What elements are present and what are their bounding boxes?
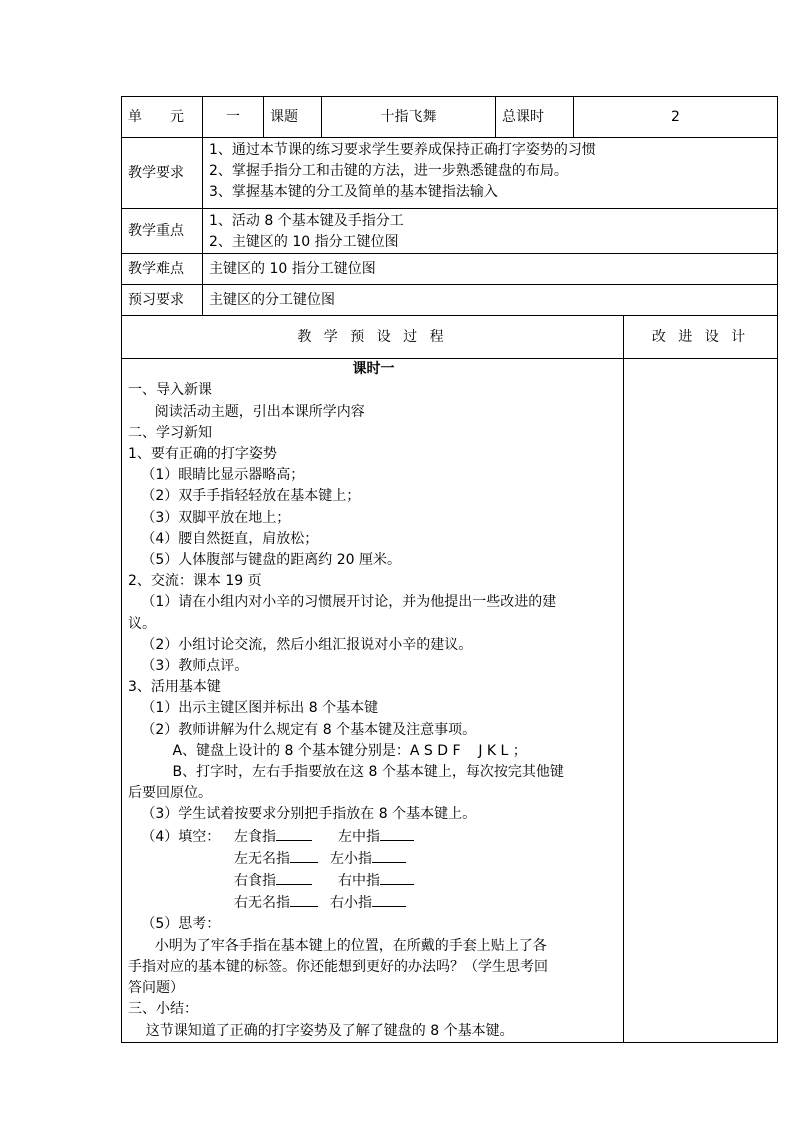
process-line: （1）出示主键区图并标出 8 个基本键 — [128, 700, 379, 717]
difficulty-row — [122, 254, 778, 285]
process-line: 答问题） — [128, 980, 184, 997]
finger-label: 左无名指 — [234, 850, 290, 867]
process-line: （1）请在小组内对小辛的习惯展开讨论，并为他提出一些改进的建 — [128, 594, 557, 611]
finger-label: 右中指 — [338, 873, 380, 890]
lesson-plan-document — [121, 96, 777, 1043]
requirements-content — [203, 138, 778, 209]
focus-line: 1、活动 8 个基本键及手指分工 — [209, 213, 404, 229]
process-line: 三、小结： — [128, 1001, 198, 1018]
process-line: （1）眼睛比显示器略高； — [128, 467, 305, 484]
process-line: （3）双脚平放在地上； — [128, 509, 291, 526]
answer-blank[interactable] — [290, 848, 318, 863]
finger-label: 右食指 — [234, 873, 276, 890]
answer-blank[interactable] — [290, 892, 318, 907]
process-line: 手指对应的基本键的标签。你还能想到更好的办法吗？（学生思考回 — [128, 958, 548, 975]
process-line: A、键盘上设计的 8 个基本键分别是：A S D F J K L ； — [128, 742, 527, 759]
process-line: 议。 — [128, 615, 156, 632]
lesson-label: 课题 — [264, 97, 322, 138]
header-row — [122, 97, 778, 138]
fill-intro: （4）填空： — [128, 828, 221, 845]
finger-label: 左小指 — [330, 850, 372, 867]
answer-blank[interactable] — [372, 848, 406, 863]
total-hours-label: 总课时 — [496, 97, 574, 138]
process-heading: 教 学 预 设 过 程 — [122, 316, 624, 359]
fill-in-exercise — [128, 826, 619, 915]
answer-blank[interactable] — [276, 826, 312, 841]
unit-value: 一 — [203, 97, 264, 138]
process-line: （3）教师点评。 — [128, 658, 249, 675]
finger-label: 右小指 — [330, 895, 372, 912]
process-line: 后要回原位。 — [128, 785, 212, 802]
process-line: 一、导入新课 — [128, 382, 212, 399]
teaching-process-content — [122, 359, 624, 1042]
lesson-plan-table — [121, 96, 778, 1043]
process-line: （5）人体腹部与键盘的距离约 20 厘米。 — [128, 552, 401, 569]
preview-label: 预习要求 — [122, 285, 203, 316]
finger-label: 左中指 — [338, 828, 380, 845]
process-line: （5）思考： — [128, 916, 221, 933]
fill-row — [128, 892, 619, 914]
difficulty-content: 主键区的 10 指分工键位图 — [203, 254, 778, 285]
finger-label: 左食指 — [234, 828, 276, 845]
fill-row — [128, 848, 619, 870]
fill-row — [128, 826, 619, 848]
process-line: 二、学习新知 — [128, 424, 212, 441]
finger-label: 右无名指 — [234, 895, 290, 912]
process-line: 2、交流：课本 19 页 — [128, 573, 262, 590]
process-line: 这节课知道了正确的打字姿势及了解了键盘的 8 个基本键。 — [128, 1022, 514, 1039]
requirements-label: 教学要求 — [122, 138, 203, 209]
improvement-heading: 改 进 设 计 — [624, 316, 778, 359]
answer-blank[interactable] — [276, 870, 312, 885]
improvement-design-content — [624, 359, 778, 1042]
answer-blank[interactable] — [380, 826, 414, 841]
process-lines — [128, 380, 619, 825]
total-hours-value: 2 — [574, 97, 778, 138]
process-line: 小明为了牢各手指在基本键上的位置，在所戴的手套上贴上了各 — [128, 937, 547, 954]
preview-row — [122, 285, 778, 316]
answer-blank[interactable] — [380, 870, 414, 885]
unit-label: 单 元 — [122, 97, 203, 138]
process-header-row — [122, 316, 778, 359]
preview-content: 主键区的分工键位图 — [203, 285, 778, 316]
process-line: B、打字时，左右手指要放在这 8 个基本键上，每次按完其他键 — [128, 764, 564, 781]
process-line: 3、活用基本键 — [128, 679, 221, 696]
requirements-row — [122, 138, 778, 209]
process-line: （2）双手手指轻轻放在基本键上； — [128, 488, 361, 505]
process-line: （2）教师讲解为什么规定有 8 个基本键及注意事项。 — [128, 721, 477, 738]
lesson-title: 十指飞舞 — [322, 97, 496, 138]
answer-blank[interactable] — [372, 892, 406, 907]
process-line: 1、要有正确的打字姿势 — [128, 446, 277, 463]
requirement-line: 3、掌握基本键的分工及简单的基本键指法输入 — [209, 184, 498, 201]
requirement-line: 2、掌握手指分工和击键的方法，进一步熟悉键盘的布局。 — [209, 163, 568, 180]
process-line: （2）小组讨论交流，然后小组汇报说对小辛的建议。 — [128, 636, 473, 653]
focus-label: 教学重点 — [122, 209, 203, 254]
requirement-line: 1、通过本节课的练习要求学生要养成保持正确打字姿势的习惯 — [209, 142, 596, 158]
focus-row — [122, 209, 778, 254]
process-body-row — [122, 359, 778, 1042]
fill-row — [128, 870, 619, 892]
process-line: （4）腰自然挺直，肩放松； — [128, 530, 319, 547]
process-lines-2 — [128, 914, 619, 1041]
process-line: （3）学生试着按要求分别把手指放在 8 个基本键上。 — [128, 806, 477, 823]
session-title: 课时一 — [352, 361, 395, 378]
process-line: 阅读活动主题，引出本课所学内容 — [128, 403, 365, 420]
difficulty-label: 教学难点 — [122, 254, 203, 285]
focus-content — [203, 209, 778, 254]
focus-line: 2、主键区的 10 指分工键位图 — [209, 234, 399, 251]
